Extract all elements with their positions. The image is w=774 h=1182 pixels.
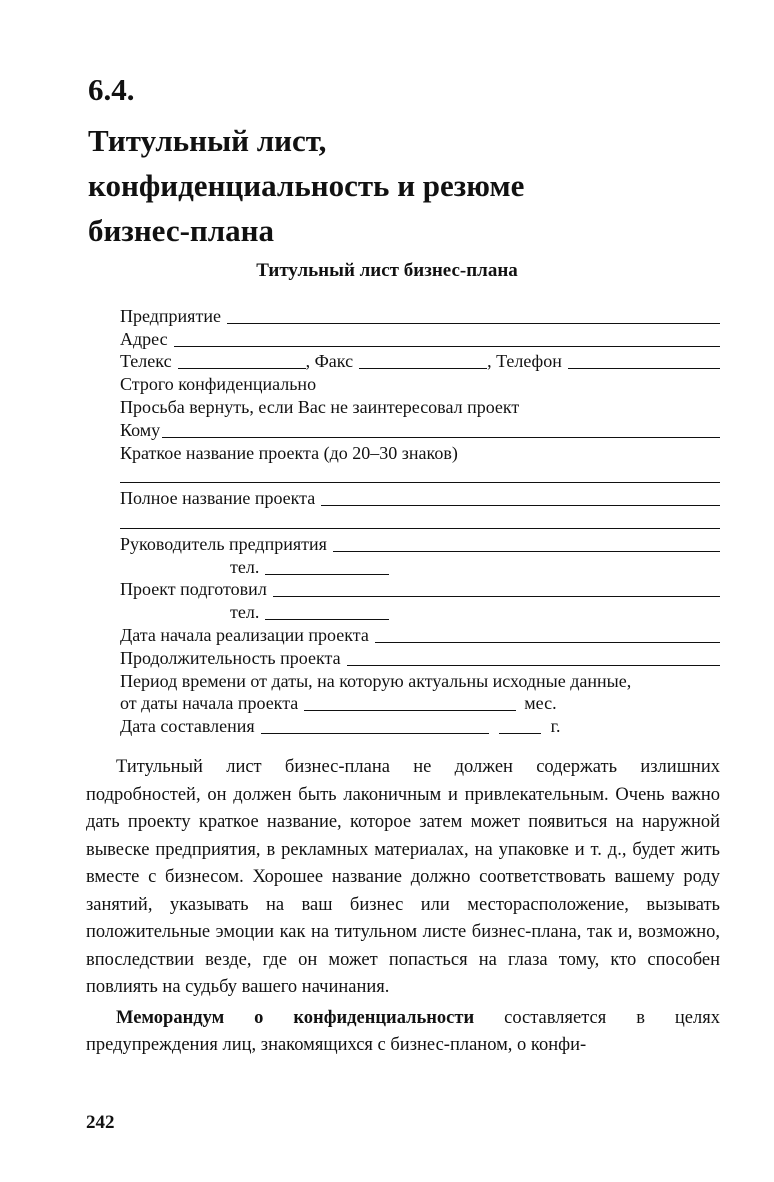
confidential-label: Строго конфиденциально (120, 374, 317, 395)
form-row-prepared-by (120, 578, 720, 601)
form-row-director-tel (120, 555, 720, 578)
prepared-by-label: Проект подготовил (120, 579, 267, 600)
form-row-period (120, 669, 720, 692)
paragraph-2-text: составляется в целях предупреждения лиц, знакомящихся с бизнес-планом, о конфи- (86, 1007, 721, 1055)
year-label: г. (550, 716, 561, 737)
return-request-label: Просьба вернуть, если Вас не заинтересовал проект (120, 396, 520, 417)
form-row-short-name-blank (120, 464, 720, 487)
to-whom-label: Кому (120, 419, 161, 440)
phone-label: , Телефон (487, 351, 562, 372)
to-whom-blank (162, 421, 720, 438)
duration-blank (347, 649, 720, 666)
section-title-line-2: конфиденциальность и резюме (88, 168, 525, 203)
form-row-contacts (120, 350, 720, 373)
page-number: 242 (86, 1112, 115, 1133)
start-date-label: Дата начала реализации проекта (120, 624, 369, 645)
form-row-to-whom (120, 418, 720, 441)
section-number: 6.4. (88, 72, 135, 107)
form-row-compile-date (120, 714, 720, 737)
title-page-form (120, 304, 720, 737)
section-title-line-3: бизнес-плана (88, 213, 275, 248)
director-tel-blank (265, 558, 389, 575)
compile-date-label: Дата составления (120, 716, 255, 737)
paragraph-1: Титульный лист бизнес-плана не должен содержать излишних подробностей, он должен быть лаконичным и привлекательным. Очень важно дать проекту краткое название, которое затем может появиться на наружной вывеске предприятия, в рекламных материалах, на упаковке и т. д., будет жить вместе с бизнесом. Хорошее название должно соответствовать вашему роду занятий, указывать на ваш бизнес или месторасположение, вызывать положительные эмоции как на титульном листе бизнес-плана, так и, возможно, впоследствии везде, где он может попасться на глаза тому, кто способен повлиять на судьбу вашего начинания. (86, 757, 720, 997)
form-row-address (120, 327, 720, 350)
form-row-enterprise (120, 304, 720, 327)
section-title (88, 118, 688, 253)
short-name-label: Краткое название проекта (до 20–30 знаков) (120, 442, 458, 463)
form-row-prepared-tel (120, 600, 720, 623)
form-row-confidential (120, 372, 720, 395)
period-label-line-2: от даты начала проекта (120, 693, 299, 714)
paragraph-2 (86, 1005, 720, 1060)
paragraph-2-term: Меморандум о конфиденциальности (116, 1007, 475, 1028)
director-tel-label: тел. (230, 556, 260, 577)
fax-blank (359, 352, 487, 369)
director-blank (333, 535, 720, 552)
telex-blank (178, 352, 306, 369)
start-date-blank (375, 626, 720, 643)
form-heading: Титульный лист бизнес-плана (256, 260, 518, 281)
duration-label: Продолжительность проекта (120, 647, 341, 668)
address-label: Адрес (120, 328, 168, 349)
director-label: Руководитель предприятия (120, 533, 327, 554)
period-label-line-1: Период времени от даты, на которую актуальны исходные данные, (120, 670, 632, 691)
body-text (86, 754, 720, 1060)
short-name-blank (120, 466, 720, 483)
months-label: мес. (524, 693, 557, 714)
enterprise-blank (227, 307, 720, 324)
phone-blank (568, 352, 720, 369)
form-row-full-name-blank (120, 509, 720, 532)
form-row-start-date (120, 623, 720, 646)
prepared-by-blank (273, 580, 720, 597)
compile-date-blank (261, 717, 489, 734)
prepared-tel-blank (265, 603, 389, 620)
address-blank (174, 330, 720, 347)
fax-label: , Факс (305, 351, 354, 372)
prepared-tel-label: тел. (230, 602, 260, 623)
full-name-label: Полное название проекта (120, 488, 316, 509)
section-title-line-1: Титульный лист, (88, 123, 327, 158)
enterprise-label: Предприятие (120, 305, 221, 326)
form-row-full-name (120, 486, 720, 509)
full-name-blank-2 (120, 512, 720, 529)
full-name-blank (321, 489, 720, 506)
period-blank (304, 694, 516, 711)
telex-label: Телекс (120, 351, 172, 372)
form-row-period-2 (120, 692, 720, 715)
form-row-director (120, 532, 720, 555)
form-row-return (120, 395, 720, 418)
compile-year-blank (499, 717, 541, 734)
form-row-short-name (120, 441, 720, 464)
form-row-duration (120, 646, 720, 669)
